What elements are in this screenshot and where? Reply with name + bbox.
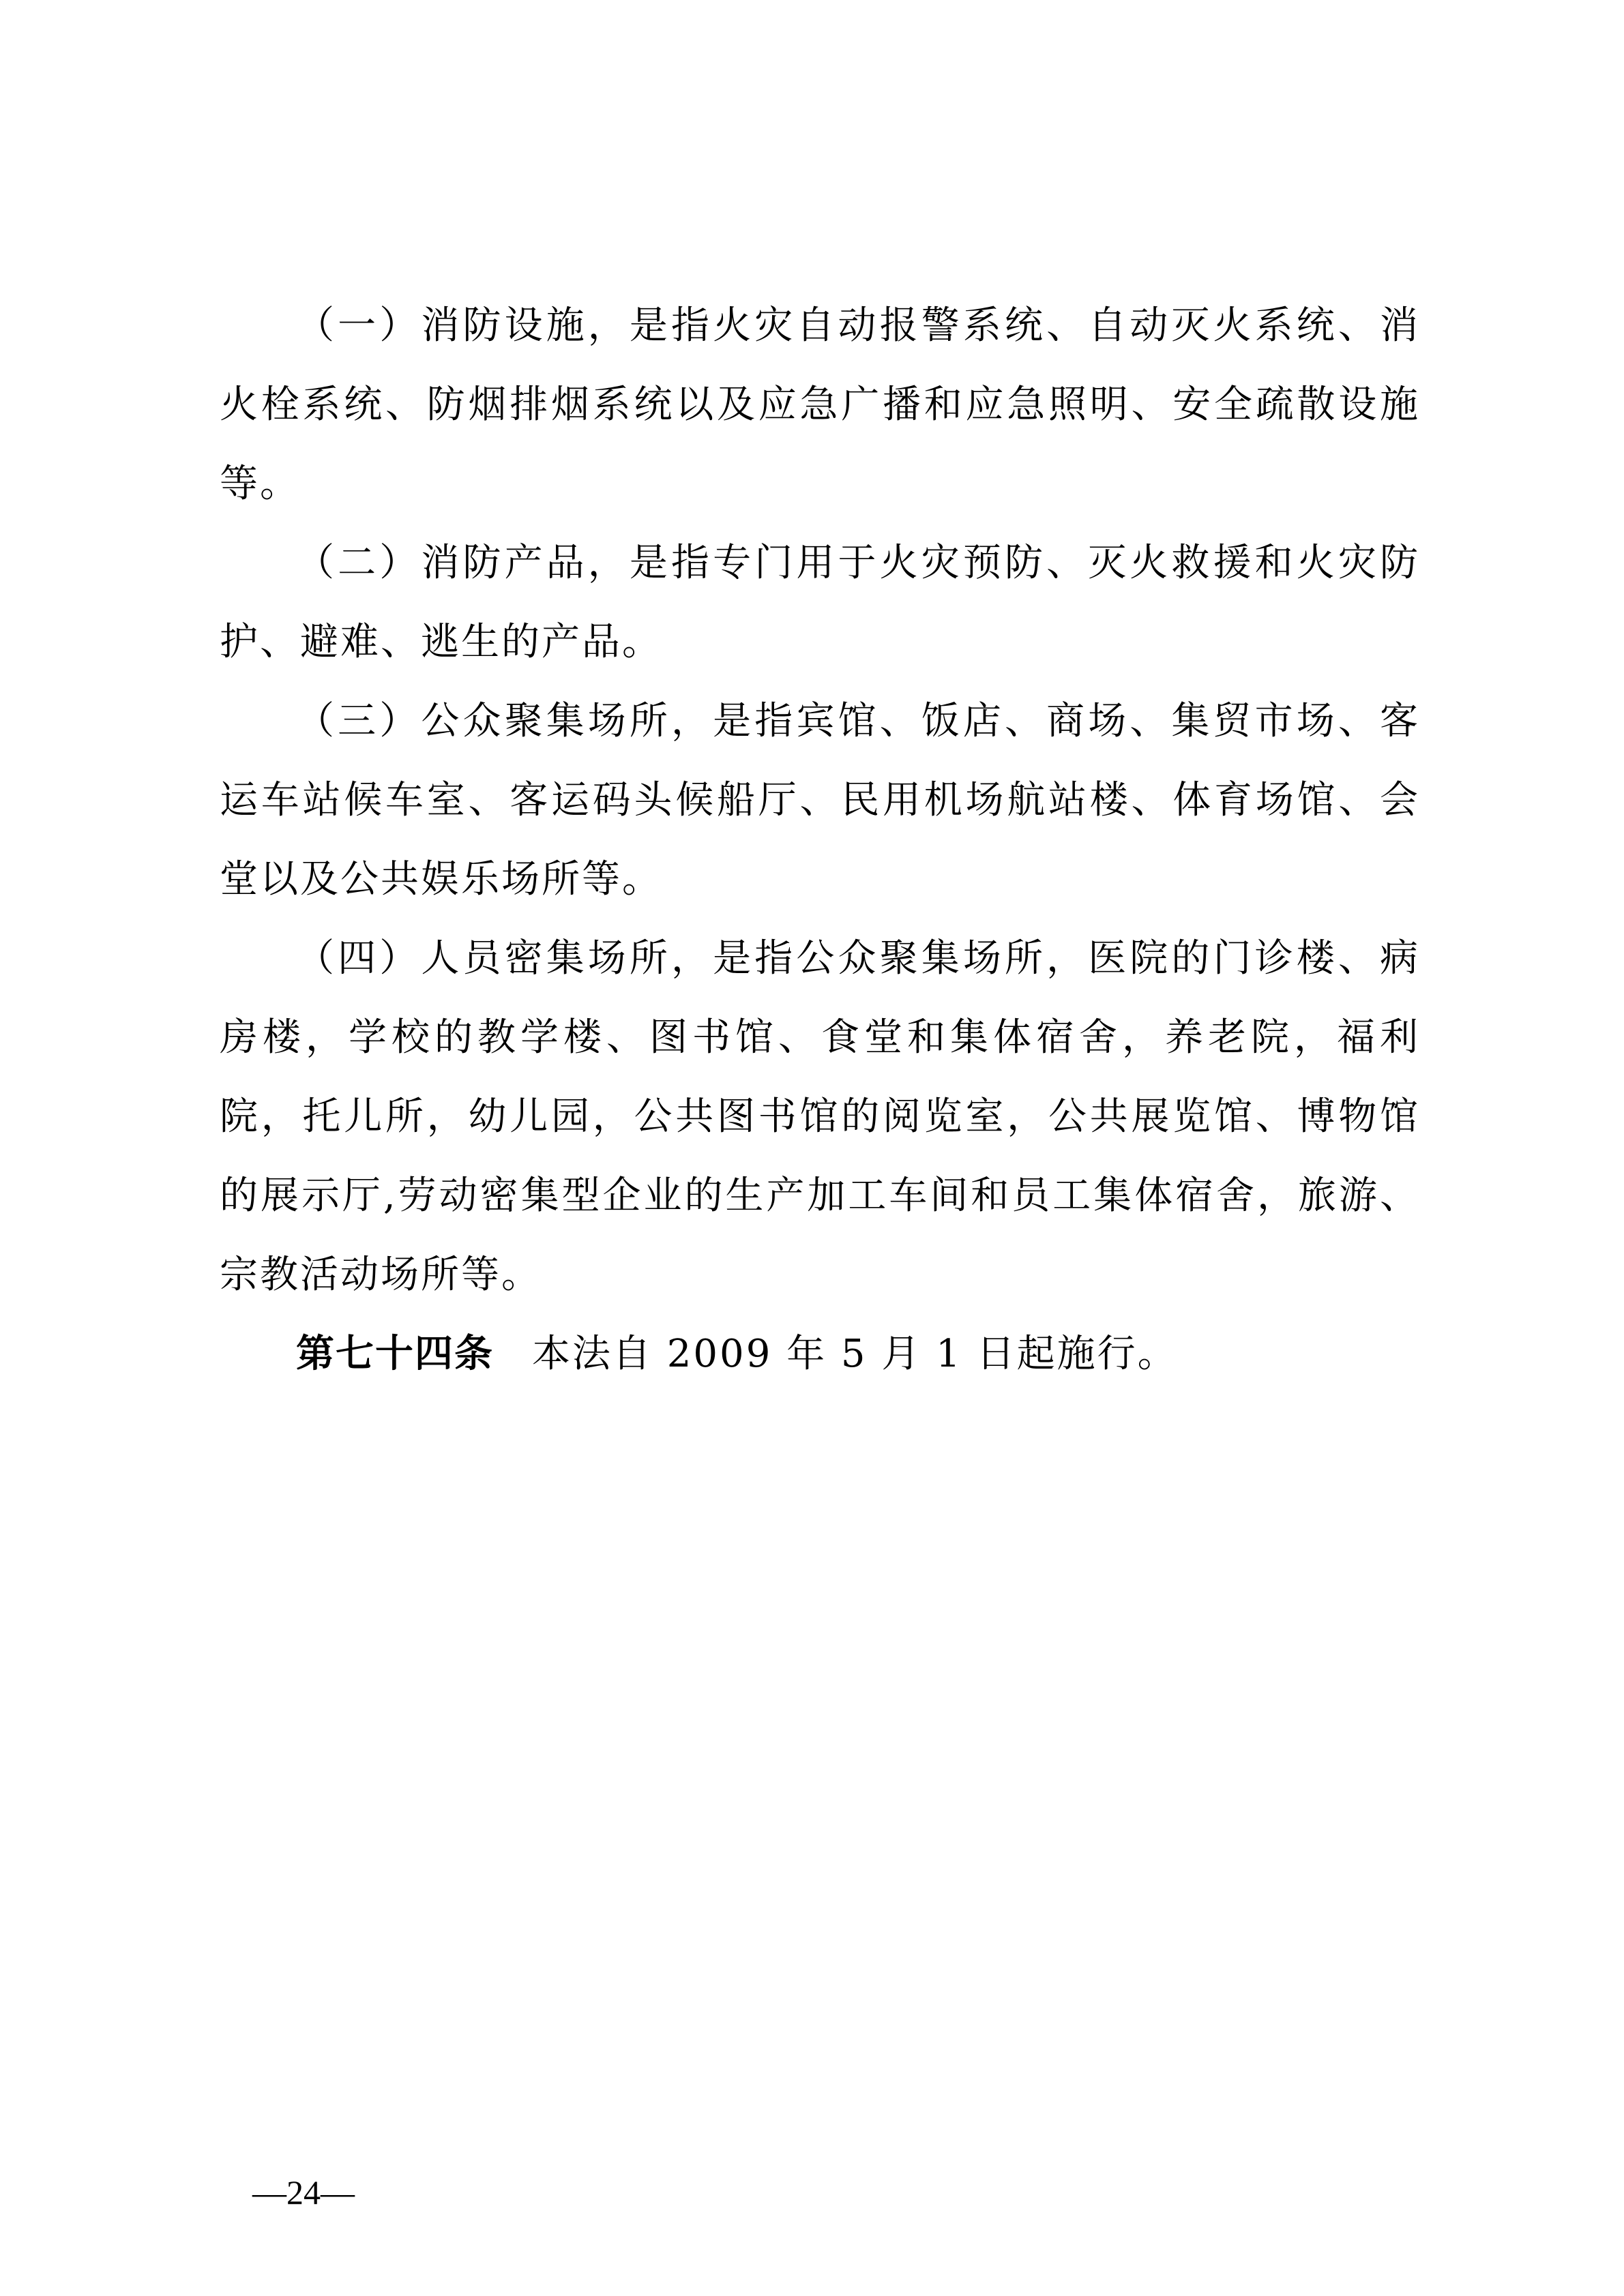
article-label: 第七十四条 xyxy=(296,1332,494,1376)
article-text: 本法自 2009 年 5 月 1 日起施行。 xyxy=(532,1332,1178,1376)
body-text xyxy=(220,286,1420,1394)
article-74 xyxy=(220,1315,1420,1394)
definition-paragraph-2: （二）消防产品，是指专门用于火灾预防、灭火救援和火灾防护、避难、逃生的产品。 xyxy=(220,541,1420,664)
definition-paragraph-3: （三）公众聚集场所，是指宾馆、饭店、商场、集贸市场、客运车站候车室、客运码头候船厅、民用机场航站楼、体育场馆、会堂以及公共娱乐场所等。 xyxy=(220,699,1420,901)
definition-paragraph-1: （一）消防设施，是指火灾自动报警系统、自动灭火系统、消火栓系统、防烟排烟系统以及应急广播和应急照明、安全疏散设施等。 xyxy=(220,303,1420,506)
definition-paragraph-4: （四）人员密集场所，是指公众聚集场所，医院的门诊楼、病房楼，学校的教学楼、图书馆、食堂和集体宿舍，养老院，福利院，托儿所，幼儿园，公共图书馆的阅览室，公共展览馆、博物馆的展示厅,劳动密集型企业的生产加工车间和员工集体宿舍，旅游、宗教活动场所等。 xyxy=(220,936,1420,1297)
page-number: —24— xyxy=(252,2173,355,2211)
